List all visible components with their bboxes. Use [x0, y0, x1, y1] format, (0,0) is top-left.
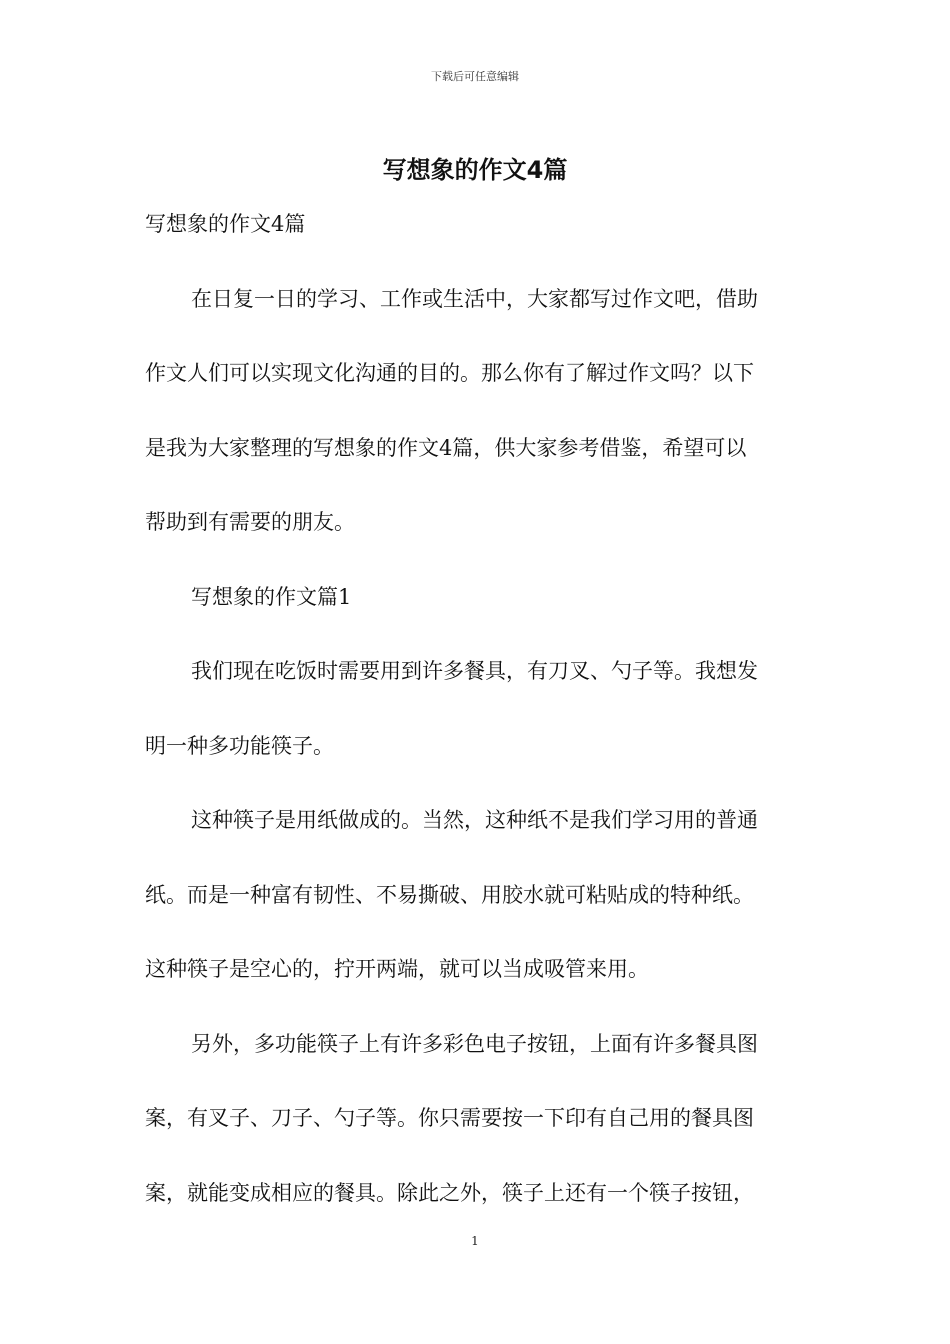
- body-line: 纸。而是一种富有韧性、不易撕破、用胶水就可粘贴成的特种纸。: [145, 882, 754, 907]
- body-line: 明一种多功能筷子。: [145, 733, 334, 758]
- page-number: 1: [471, 1234, 479, 1248]
- body-line: 是我为大家整理的写想象的作文4篇，供大家参考借鉴，希望可以: [145, 435, 747, 460]
- document-body: [145, 208, 810, 1251]
- body-line: 帮助到有需要的朋友。: [145, 510, 355, 534]
- body-line: 作文人们可以实现文化沟通的目的。那么你有了解过作文吗？以下: [145, 361, 754, 385]
- body-line: 案，有叉子、刀子、勺子等。你只需要按一下印有自己用的餐具图: [145, 1106, 754, 1130]
- body-line: 我们现在吃饭时需要用到许多餐具，有刀叉、勺子等。我想发: [191, 659, 758, 683]
- page-header-note: 下载后可任意编辑: [431, 70, 519, 83]
- body-line: 案，就能变成相应的餐具。除此之外，筷子上还有一个筷子按钮，: [145, 1180, 754, 1205]
- body-line: 这种筷子是空心的，拧开两端，就可以当成吸管来用。: [145, 957, 649, 981]
- body-line: 这种筷子是用纸做成的。当然，这种纸不是我们学习用的普通: [191, 808, 758, 832]
- body-line: 在日复一日的学习、工作或生活中，大家都写过作文吧，借助: [191, 286, 758, 311]
- section-heading-1: 写想象的作文篇1: [191, 584, 352, 609]
- body-line: 另外，多功能筷子上有许多彩色电子按钮，上面有许多餐具图: [191, 1031, 758, 1056]
- document-title: 写想象的作文4篇: [382, 156, 568, 184]
- body-line-subtitle: 写想象的作文4篇: [145, 212, 306, 236]
